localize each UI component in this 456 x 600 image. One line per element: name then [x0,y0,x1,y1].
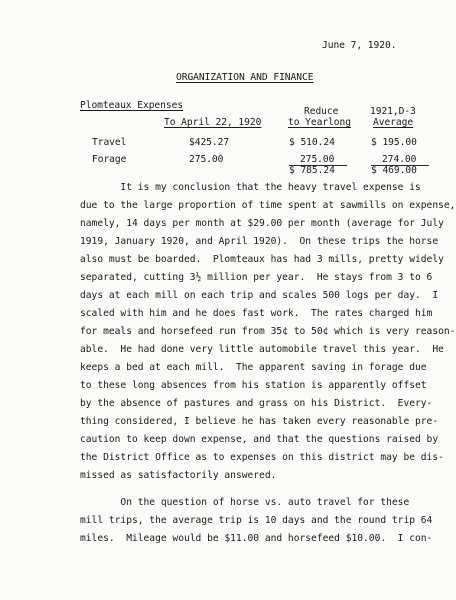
body-line: It is my conclusion that the heavy travel expense is [80,182,421,193]
total-average: $ 469.00 [371,165,417,176]
forage-yearlong: 275.00 [300,154,335,165]
body-line: to these long absences from his station is apparently offset [80,380,427,391]
subsection-heading: Plomteaux Expenses [80,100,184,111]
travel-average: $ 195.00 [371,137,417,148]
body-line: 1919, January 1920, and April 1920). On these trips the horse [80,236,439,247]
forage-to-april: 275.00 [189,154,224,165]
section-title: ORGANIZATION AND FINANCE [176,72,314,83]
header-average: Average [373,117,414,128]
body-line: the District Office as to expenses on this district may be dis- [80,452,444,463]
forage-average: 274.00 [382,154,417,165]
header-year: 1921,D-3 [370,106,416,117]
body-line: On the question of horse vs. auto travel for these [80,497,410,508]
travel-yearlong: $ 510.24 [289,137,335,148]
body-line: keeps a bed at each mill. The apparent saving in forage due [80,362,427,373]
travel-to-april: $425.27 [189,137,230,148]
header-reduce: Reduce [304,106,339,117]
header-to-april: To April 22, 1920 [164,117,262,128]
body-line: mill trips, the average trip is 10 days and the round trip 64 [80,515,433,526]
body-line: thing considered, I believe he has taken every reasonable pre- [80,416,439,427]
body-line: for meals and horsefeed run from 35¢ to 50¢ which is very reason- [80,326,456,337]
body-line: namely, 14 days per month at $29.00 per month (average for July [80,218,444,229]
body-line: caution to keep down expense, and that the questions raised by [80,434,439,445]
body-line: scaled with him and he does fast work. The rates charged him [80,308,433,319]
body-line: also must be boarded. Plomteaux has had 3 mills, pretty widely [80,254,444,265]
header-to-yearlong: to Yearlong [288,117,351,128]
row-label-forage: Forage [92,154,127,165]
total-yearlong: $ 785.24 [289,165,335,176]
row-label-travel: Travel [92,137,127,148]
body-line: days at each mill on each trip and scales 500 logs per day. I [80,290,439,301]
body-line: separated, cutting 3½ million per year. He stays from 3 to 6 [80,272,433,283]
body-line: missed as satisfactorily answered. [80,470,277,481]
letter-date: June 7, 1920. [322,40,397,51]
body-line: due to the large proportion of time spent at sawmills on expense, [80,200,456,211]
body-line: miles. Mileage would be $11.00 and horsefeed $10.00. I con- [80,533,433,544]
body-line: able. He had done very little automobile travel this year. He [80,344,444,355]
body-line: by the absence of pastures and grass on his District. Every- [80,398,433,409]
